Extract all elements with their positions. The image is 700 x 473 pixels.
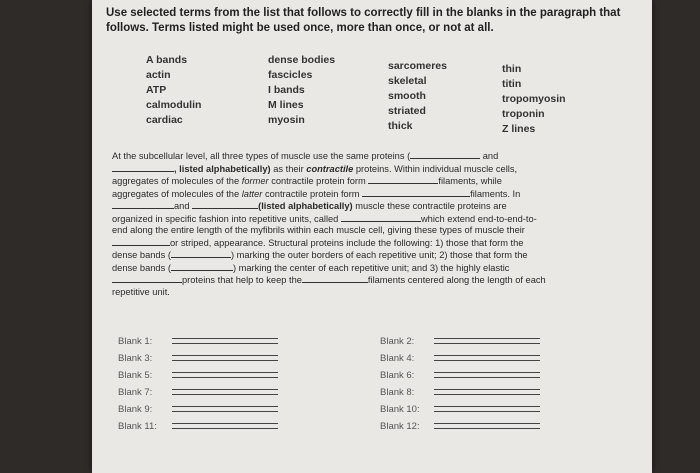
term: Z lines: [502, 123, 536, 135]
inline-blank: [171, 249, 231, 258]
para-text: latter: [241, 188, 263, 199]
answer-line[interactable]: [434, 372, 540, 378]
answer-line[interactable]: [172, 355, 278, 361]
inline-blank: [112, 274, 182, 283]
answer-row[interactable]: [380, 421, 540, 437]
term: calmodulin: [146, 99, 202, 111]
inline-blank: [362, 188, 470, 197]
answer-row[interactable]: [118, 404, 278, 420]
term: tropomyosin: [502, 93, 566, 105]
term-column-2: [268, 53, 335, 128]
blank-label: Blank 3:: [118, 353, 153, 364]
para-text: ) marking the center of each repetitive unit; and 3) the highly elastic: [232, 262, 510, 273]
term: smooth: [388, 90, 426, 102]
blank-label: Blank 6:: [380, 370, 415, 381]
inline-blank: [112, 163, 174, 172]
para-text: , listed alphabetically): [174, 163, 271, 174]
para-text: contractile protein form: [268, 176, 366, 186]
inline-blank: [112, 200, 174, 209]
term-column-1: [146, 53, 201, 128]
para-text: filaments centered along the length of each: [367, 275, 546, 285]
para-text: organized in specific fashion into repetitive units, called: [112, 213, 339, 224]
answer-row[interactable]: [380, 387, 540, 403]
inline-blank: [410, 150, 480, 159]
blank-label: Blank 12:: [380, 421, 420, 432]
para-text: as their: [270, 163, 307, 174]
term: thick: [388, 120, 413, 132]
term: myosin: [268, 114, 305, 126]
term-column-4: [502, 62, 566, 137]
answer-line[interactable]: [434, 355, 540, 361]
term: thin: [502, 63, 522, 75]
term: cardiac: [146, 114, 183, 126]
para-text: muscle these contractile proteins are: [352, 201, 507, 211]
term: fascicles: [268, 69, 313, 81]
para-text: proteins that help to keep the: [182, 275, 302, 285]
answer-line[interactable]: [434, 389, 540, 395]
blank-label: Blank 10:: [380, 404, 420, 415]
para-text: ) marking the outer borders of each repetitive unit; 2) those that form the: [230, 250, 528, 260]
para-text: repetitive unit.: [112, 286, 170, 297]
inline-blank: [171, 262, 233, 271]
blank-label: Blank 1:: [118, 336, 153, 347]
inline-blank: [368, 175, 438, 184]
para-text: proteins. Within individual muscle cells,: [353, 163, 518, 174]
para-text: former: [241, 176, 269, 186]
para-text: or striped, appearance. Structural proteins include the following: 1) those that form the: [170, 237, 524, 248]
term: dense bodies: [268, 54, 336, 66]
term: striated: [388, 105, 426, 117]
answer-row[interactable]: [118, 353, 278, 369]
para-text: aggregates of molecules of the: [112, 176, 242, 186]
para-text: which extend end-to-end-to-: [420, 213, 537, 224]
blank-label: Blank 8:: [380, 387, 415, 398]
answer-row[interactable]: [118, 421, 278, 437]
term: I bands: [268, 84, 305, 96]
answer-row[interactable]: [380, 353, 540, 369]
instructions: Use selected terms from the list that follows to correctly fill in the blanks in the paragraph that follows. Terms listed might be used once, more than once, or not at all.: [106, 7, 621, 34]
answer-row[interactable]: [118, 387, 278, 403]
answer-row[interactable]: [118, 370, 278, 386]
para-text: contractile: [306, 163, 354, 174]
para-text: and: [174, 201, 190, 211]
para-text: and: [482, 151, 499, 161]
answer-line[interactable]: [434, 338, 540, 344]
answer-row[interactable]: [380, 404, 540, 420]
term: titin: [502, 78, 522, 90]
blank-label: Blank 4:: [380, 353, 415, 364]
blank-label: Blank 7:: [118, 387, 153, 398]
worksheet-page: [92, 0, 652, 473]
inline-blank: [341, 213, 421, 222]
para-text: (listed alphabetically): [258, 201, 353, 211]
answer-line[interactable]: [172, 338, 278, 344]
answer-row[interactable]: [118, 336, 278, 352]
para-text: aggregates of molecules of the: [112, 188, 242, 199]
term: sarcomeres: [388, 60, 447, 72]
answer-line[interactable]: [434, 423, 540, 429]
para-text: contractile protein form: [262, 188, 360, 199]
term: actin: [146, 69, 171, 81]
answer-row[interactable]: [380, 336, 540, 352]
blank-label: Blank 9:: [118, 404, 153, 415]
inline-blank: [192, 200, 258, 209]
para-text: dense bands (: [112, 262, 171, 273]
answer-line[interactable]: [172, 372, 278, 378]
answer-line[interactable]: [172, 406, 278, 412]
term: skeletal: [388, 75, 427, 87]
para-text: filaments. In: [470, 188, 521, 199]
blank-label: Blank 11:: [118, 421, 157, 432]
para-text: end along the entire length of the myfibrils within each muscle cell, giving these types of muscle their: [112, 225, 525, 235]
term: M lines: [268, 99, 304, 111]
blank-label: Blank 5:: [118, 370, 153, 381]
para-text: filaments, while: [438, 176, 502, 186]
answer-row[interactable]: [380, 370, 540, 386]
answer-line[interactable]: [434, 406, 540, 412]
term: ATP: [146, 84, 167, 96]
inline-blank: [112, 237, 170, 246]
term: A bands: [146, 54, 188, 66]
fill-in-paragraph: [112, 150, 642, 298]
para-text: dense bands (: [112, 250, 171, 260]
term-column-3: [388, 59, 447, 134]
term: troponin: [502, 108, 545, 120]
inline-blank: [302, 274, 368, 283]
blank-label: Blank 2:: [380, 336, 415, 347]
answer-line[interactable]: [172, 423, 278, 429]
para-text: At the subcellular level, all three types of muscle use the same proteins (: [112, 151, 411, 161]
answer-line[interactable]: [172, 389, 278, 395]
